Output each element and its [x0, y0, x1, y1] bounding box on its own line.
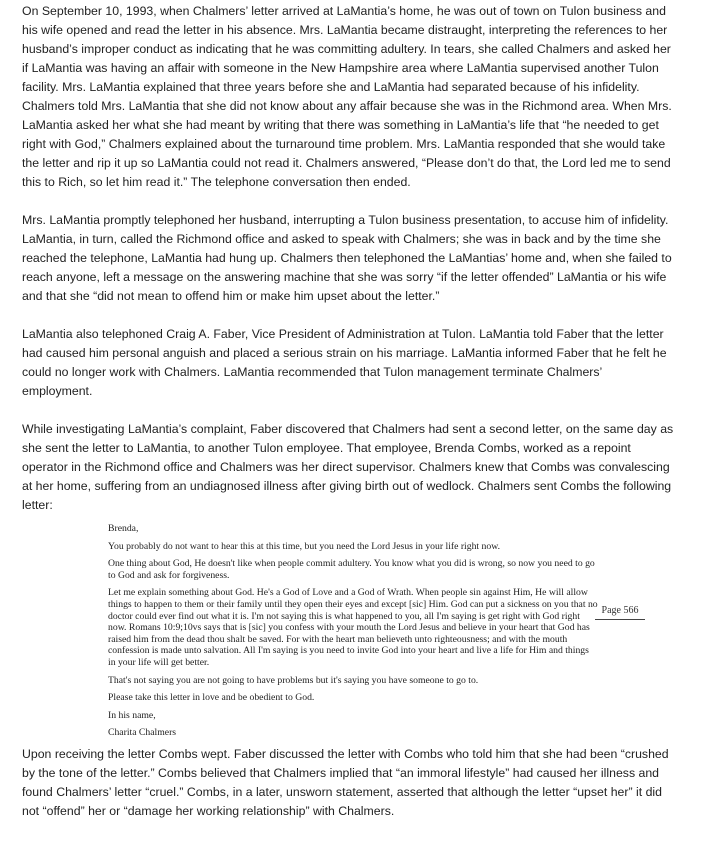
letter-signature: Charita Chalmers — [108, 727, 177, 739]
paragraph-accusation: Mrs. LaMantia promptly telephoned her husband, interrupting a Tulon business presentation, to accuse him of infidelity. LaMantia, in turn, called the Richmond office and asked to speak with Chalmers; she was in back and by the time she reached the telephone, LaMantia had hung up. Chalmers then telephoned the LaMantias’ home and, when she failed to reach anyone, left a message on the answering machine that she was sorry “if the letter offended” LaMantia or his wife and that she “did not mean to offend him or make him upset about the letter.” — [22, 213, 672, 303]
quoted-letter — [108, 523, 598, 739]
letter-line: Please take this letter in love and be obedient to God. — [108, 692, 315, 704]
letter-salutation: Brenda, — [108, 523, 139, 534]
paragraph-combs-reaction: Upon receiving the letter Combs wept. Faber discussed the letter with Combs who told him that she had been “crushed by the tone of the letter.” Combs believed that Chalmers implied that “an immoral lifestyle” had caused her illness and found Chalmers’ letter “cruel.” Combs, in a later, unsworn statement, asserted that although the letter “upset her” it did not “offend” her or “damage her working relationship” with Chalmers. — [22, 746, 669, 818]
letter-line: One thing about God, He doesn't like when people commit adultery. You know what you did is wrong, so now you need to go to God and ask for forgiveness. — [108, 558, 595, 581]
paragraph-faber-call: LaMantia also telephoned Craig A. Faber, Vice President of Administration at Tulon. LaMantia told Faber that the letter had caused him personal anguish and placed a serious strain on his marriage. LaMantia informed Faber that he felt he could no longer work with Chalmers. LaMantia recommended that Tulon management terminate Chalmers’ employment. — [22, 327, 667, 398]
paragraph-phone-call: On September 10, 1993, when Chalmers’ letter arrived at LaMantia’s home, he was out of town on Tulon business and his wife opened and read the letter in his absence. Mrs. LaMantia became distraught, interpreting the references to her husband’s improper conduct as indicating that he was committing adultery. In tears, she called Chalmers and asked her if LaMantia was having an affair with someone in the New Hampshire area where LaMantia supervised another Tulon facility. Mrs. LaMantia explained that three years before she and LaMantia had separated because of his infidelity. Chalmers told Mrs. LaMantia that she did not know about any affair because she was in the Richmond area. When Mrs. LaMantia asked her what she had meant by writing that there was something in LaMantia’s life that “he needed to get right with God,” Chalmers explained about the turnaround time problem. Mrs. LaMantia responded that she would take the letter and rip it up so LaMantia could not read it. Chalmers answered, “Please don’t do that, the Lord led me to send this to Rich, so let him read it.” The telephone conversation then ended. — [22, 4, 672, 189]
letter-line: Let me explain something about God. He's a God of Love and a God of Wrath. When people sin against Him, He will allow things to happen to them or their family until they open their eyes and except [sic] Him. God can put a sickness on you that no doctor could ever find out what it is. I'm not saying this is what happened to you, all I'm saying is get right with God right now. Romans 10:9;10vs says that is [sic] you confess with your mouth the Lord Jesus and believe in your heart that God has raised him from the dead thou shalt be saved. For with the heart man believeth unto righteousness; and with the mouth confession is made unto salvation. All I'm saying is you need to invite God into your heart and live a life for Him and things in your life will get better. — [108, 587, 598, 668]
letter-signoff: In his name, — [108, 709, 156, 721]
paragraph-second-letter: While investigating LaMantia’s complaint, Faber discovered that Chalmers had sent a second letter, on the same day as she sent the letter to LaMantia, to another Tulon employee. That employee, Brenda Combs, worked as a repoint operator in the Richmond office and Chalmers was her direct supervisor. Chalmers knew that Combs was convalescing at her home, suffering from an undiagnosed illness after giving birth out of wedlock. Chalmers sent Combs the following letter: — [22, 422, 674, 512]
letter-line: That's not saying you are not going to have problems but it's saying you have someone to go to. — [108, 674, 479, 686]
page-number-marker: Page 566 — [595, 603, 645, 620]
opinion-text — [22, 2, 674, 821]
letter-line: You probably do not want to hear this at this time, but you need the Lord Jesus in your life right now. — [108, 540, 501, 552]
